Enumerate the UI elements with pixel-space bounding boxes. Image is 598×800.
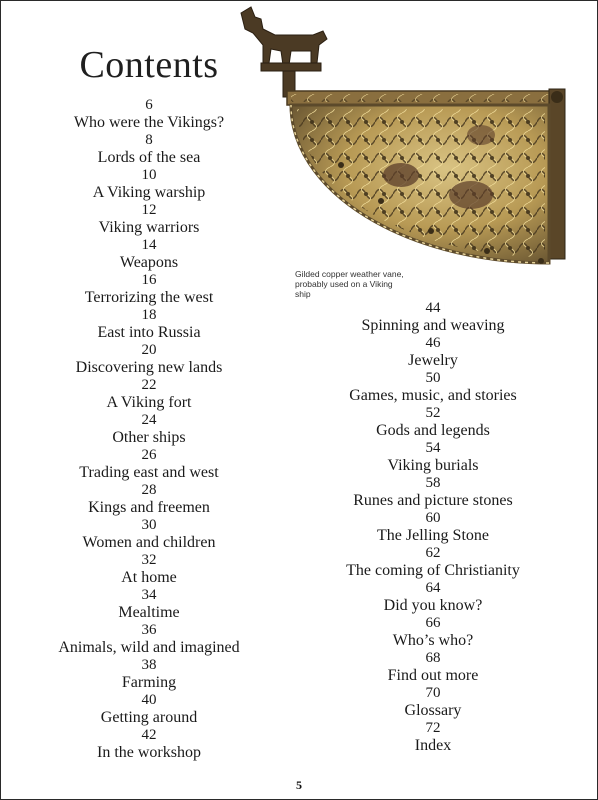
page-title: Contents — [79, 44, 219, 86]
entry-page-number: 70 — [425, 685, 441, 701]
contents-entry — [283, 651, 583, 686]
entry-page-number: 44 — [425, 300, 441, 316]
contents-entry — [283, 441, 583, 476]
entry-title: Lords of the sea — [97, 149, 201, 166]
contents-entry — [1, 448, 297, 483]
contents-entry — [1, 378, 297, 413]
entry-page-number: 58 — [425, 475, 441, 491]
contents-entry — [1, 413, 297, 448]
entry-page-number: 8 — [145, 132, 153, 148]
contents-entry — [283, 406, 583, 441]
entry-title: Index — [414, 737, 452, 754]
image-caption: Gilded copper weather vane, probably used on a Viking ship — [295, 269, 404, 299]
entry-title: Trading east and west — [79, 464, 219, 481]
contents-entry — [1, 553, 297, 588]
entry-title: Kings and freemen — [88, 499, 210, 516]
contents-entry — [283, 301, 583, 336]
entry-page-number: 68 — [425, 650, 441, 666]
entry-title: Find out more — [387, 667, 479, 684]
entry-title: Gods and legends — [376, 422, 490, 439]
entry-page-number: 66 — [425, 615, 441, 631]
contents-entry — [1, 623, 297, 658]
entry-page-number: 64 — [425, 580, 441, 596]
contents-entry — [1, 273, 297, 308]
contents-entry — [283, 511, 583, 546]
contents-entry — [1, 133, 297, 168]
entry-title: Games, music, and stories — [349, 387, 517, 404]
entry-title: In the workshop — [97, 744, 201, 761]
entry-page-number: 40 — [141, 692, 157, 708]
contents-entry — [283, 371, 583, 406]
entry-title: Women and children — [82, 534, 216, 551]
entry-page-number: 32 — [141, 552, 157, 568]
contents-entry — [1, 98, 297, 133]
entry-title: Other ships — [112, 429, 186, 446]
entry-title: Did you know? — [383, 597, 483, 614]
contents-entry — [1, 308, 297, 343]
entry-title: Mealtime — [118, 604, 180, 621]
contents-entry — [1, 483, 297, 518]
entry-title: Who were the Vikings? — [73, 114, 225, 131]
entry-page-number: 72 — [425, 720, 441, 736]
entry-page-number: 6 — [145, 97, 153, 113]
entry-title: Farming — [121, 674, 177, 691]
contents-entry — [1, 588, 297, 623]
contents-entry — [283, 581, 583, 616]
contents-entry — [283, 476, 583, 511]
contents-entry — [1, 693, 297, 728]
entry-page-number: 20 — [141, 342, 157, 358]
entry-page-number: 42 — [141, 727, 157, 743]
entry-title: Glossary — [404, 702, 462, 719]
entry-page-number: 50 — [425, 370, 441, 386]
entry-page-number: 30 — [141, 517, 157, 533]
entry-page-number: 18 — [141, 307, 157, 323]
contents-entry — [283, 721, 583, 756]
entry-title: Viking warriors — [98, 219, 200, 236]
entry-page-number: 54 — [425, 440, 441, 456]
contents-entry — [283, 546, 583, 581]
entry-title: Weapons — [119, 254, 179, 271]
contents-entry — [283, 686, 583, 721]
entry-page-number: 36 — [141, 622, 157, 638]
beast-figure — [241, 7, 327, 97]
entry-page-number: 46 — [425, 335, 441, 351]
entry-page-number: 22 — [141, 377, 157, 393]
entry-title: Discovering new lands — [75, 359, 223, 376]
entry-page-number: 52 — [425, 405, 441, 421]
entry-title: Jewelry — [408, 352, 458, 369]
contents-entry — [1, 343, 297, 378]
contents-entry — [1, 728, 297, 763]
entry-title: Spinning and weaving — [361, 317, 505, 334]
entry-page-number: 26 — [141, 447, 157, 463]
contents-entry — [1, 168, 297, 203]
entry-page-number: 16 — [141, 272, 157, 288]
entry-title: A Viking warship — [92, 184, 206, 201]
entry-title: Getting around — [100, 709, 198, 726]
contents-entry — [1, 658, 297, 693]
contents-entry — [1, 203, 297, 238]
contents-entry — [1, 518, 297, 553]
page-number: 5 — [296, 778, 302, 792]
entry-page-number: 24 — [141, 412, 157, 428]
entry-page-number: 12 — [141, 202, 157, 218]
entry-title: A Viking fort — [106, 394, 192, 411]
contents-left-column — [1, 98, 297, 763]
contents-entry — [1, 238, 297, 273]
contents-right-column — [283, 301, 583, 756]
entry-title: Viking burials — [387, 457, 479, 474]
entry-page-number: 62 — [425, 545, 441, 561]
entry-title: At home — [121, 569, 177, 586]
contents-entry — [283, 336, 583, 371]
entry-title: Runes and picture stones — [353, 492, 513, 509]
entry-page-number: 14 — [141, 237, 157, 253]
contents-entry — [283, 616, 583, 651]
entry-title: Who’s who? — [392, 632, 474, 649]
entry-page-number: 34 — [141, 587, 157, 603]
entry-title: The Jelling Stone — [377, 527, 489, 544]
entry-page-number: 38 — [141, 657, 157, 673]
entry-page-number: 28 — [141, 482, 157, 498]
entry-page-number: 60 — [425, 510, 441, 526]
entry-page-number: 10 — [141, 167, 157, 183]
entry-title: Terrorizing the west — [84, 289, 214, 306]
entry-title: East into Russia — [97, 324, 201, 341]
entry-title: Animals, wild and imagined — [58, 639, 240, 656]
entry-title: The coming of Christianity — [346, 562, 520, 579]
